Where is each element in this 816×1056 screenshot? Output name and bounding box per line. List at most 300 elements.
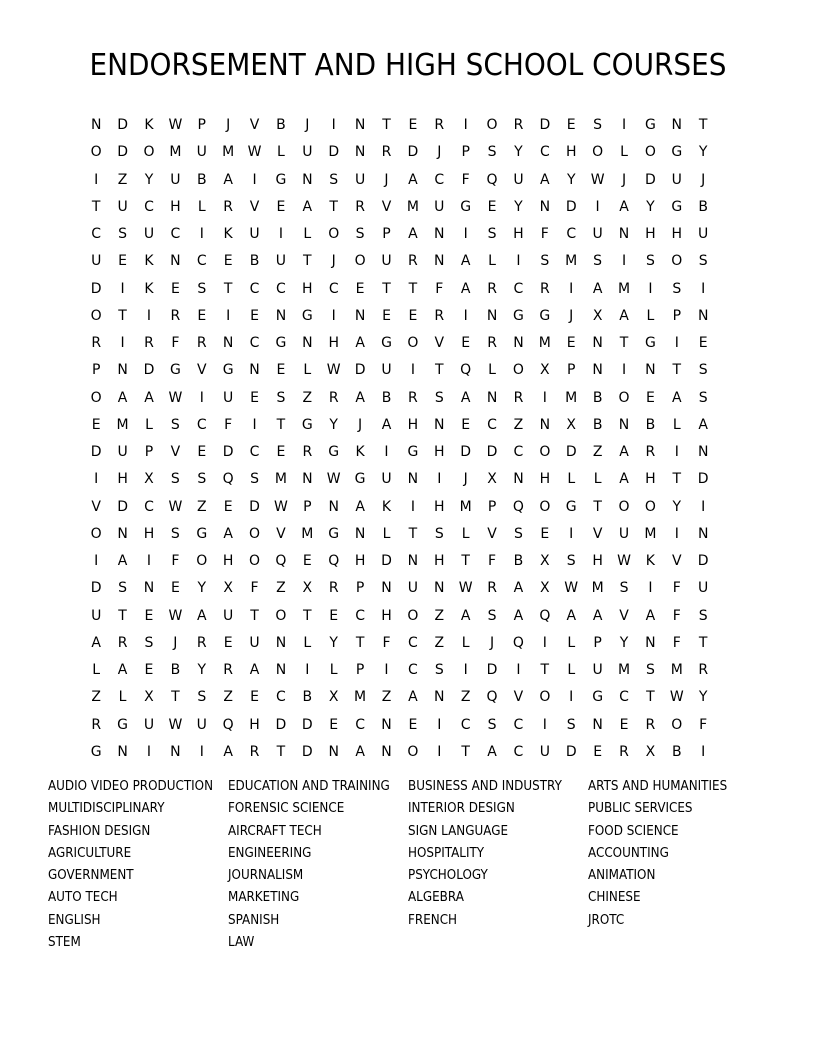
- grid-letter: M: [538, 335, 551, 352]
- grid-letter: D: [117, 498, 128, 515]
- grid-letter: R: [619, 743, 629, 760]
- grid-letter: V: [487, 525, 497, 542]
- grid-letter: W: [564, 580, 579, 597]
- word-item: AGRICULTURE: [48, 845, 132, 861]
- grid-letter: A: [117, 662, 128, 679]
- grid-letter: N: [618, 416, 630, 433]
- grid-letter: T: [672, 362, 682, 379]
- grid-letter: A: [619, 198, 629, 215]
- grid-letter: U: [117, 444, 128, 461]
- grid-letter: N: [434, 226, 445, 243]
- grid-letter: S: [698, 253, 708, 270]
- grid-letter: Y: [646, 198, 655, 215]
- grid-letter: M: [591, 580, 604, 597]
- grid-letter: E: [408, 307, 418, 324]
- grid-letter: V: [196, 362, 207, 379]
- grid-letter: N: [90, 117, 102, 134]
- grid-letter: T: [118, 307, 127, 324]
- grid-letter: L: [672, 416, 681, 433]
- grid-letter: N: [671, 117, 683, 134]
- grid-letter: U: [170, 171, 181, 188]
- grid-letter: J: [305, 117, 310, 134]
- grid-letter: T: [171, 689, 180, 706]
- grid-letter: I: [146, 553, 152, 570]
- grid-letter: R: [91, 716, 102, 733]
- grid-letter: T: [276, 743, 286, 760]
- grid-letter: H: [222, 553, 234, 570]
- grid-letter: N: [302, 335, 313, 352]
- grid-letter: R: [645, 444, 656, 461]
- grid-letter: H: [645, 226, 656, 243]
- grid-letter: A: [223, 171, 233, 188]
- grid-letter: I: [437, 743, 442, 760]
- grid-letter: G: [222, 362, 234, 379]
- grid-letter: P: [197, 117, 206, 134]
- grid-letter: L: [303, 634, 312, 651]
- grid-row: [83, 603, 743, 630]
- grid-letter: D: [354, 362, 366, 379]
- grid-letter: N: [645, 362, 656, 379]
- grid-letter: R: [355, 198, 365, 215]
- grid-letter: S: [276, 389, 286, 406]
- grid-letter: I: [146, 307, 152, 324]
- grid-letter: Q: [486, 689, 498, 706]
- grid-letter: E: [645, 389, 655, 406]
- grid-letter: W: [168, 498, 183, 515]
- word-item: BUSINESS AND INDUSTRY: [408, 779, 562, 794]
- grid-letter: W: [247, 144, 262, 161]
- grid-letter: R: [645, 716, 656, 733]
- grid-letter: L: [488, 253, 496, 270]
- grid-letter: G: [301, 416, 313, 433]
- grid-letter: N: [407, 553, 419, 570]
- grid-letter: R: [408, 389, 418, 406]
- grid-letter: L: [303, 226, 312, 243]
- grid-letter: A: [460, 253, 471, 270]
- grid-row: [83, 712, 743, 739]
- grid-letter: C: [276, 280, 286, 297]
- grid-letter: D: [90, 444, 102, 461]
- grid-letter: J: [489, 634, 495, 651]
- grid-letter: T: [461, 553, 470, 570]
- grid-letter: O: [618, 498, 630, 515]
- grid-letter: H: [143, 525, 155, 542]
- grid-letter: I: [252, 171, 257, 188]
- grid-letter: P: [91, 362, 101, 379]
- grid-letter: R: [328, 580, 339, 597]
- grid-letter: F: [540, 226, 549, 243]
- grid-letter: S: [329, 171, 339, 188]
- grid-letter: I: [569, 689, 574, 706]
- grid-letter: O: [249, 553, 261, 570]
- grid-letter: N: [117, 525, 128, 542]
- grid-letter: D: [328, 144, 340, 161]
- word-item: LAW: [228, 935, 255, 951]
- grid-letter: D: [222, 444, 234, 461]
- grid-letter: C: [566, 226, 577, 243]
- grid-letter: H: [302, 280, 313, 297]
- grid-letter: N: [249, 362, 260, 379]
- grid-letter: C: [513, 743, 524, 760]
- grid-letter: C: [513, 444, 524, 461]
- grid-letter: M: [565, 253, 578, 270]
- grid-letter: I: [437, 716, 442, 733]
- grid-letter: O: [90, 389, 102, 406]
- grid-letter: O: [618, 389, 630, 406]
- grid-letter: B: [592, 389, 603, 406]
- grid-letter: S: [645, 253, 655, 270]
- grid-letter: M: [222, 144, 235, 161]
- grid-row: [83, 276, 743, 303]
- grid-letter: Z: [302, 389, 313, 406]
- grid-letter: G: [275, 335, 287, 352]
- grid-letter: P: [567, 362, 576, 379]
- grid-letter: P: [355, 662, 365, 679]
- grid-letter: V: [249, 117, 260, 134]
- grid-letter: O: [539, 689, 551, 706]
- grid-letter: I: [199, 389, 204, 406]
- grid-letter: J: [358, 416, 363, 433]
- grid-letter: L: [118, 689, 127, 706]
- grid-letter: T: [408, 525, 418, 542]
- grid-letter: A: [540, 171, 550, 188]
- grid-letter: N: [354, 144, 366, 161]
- grid-letter: E: [223, 634, 233, 651]
- grid-letter: Y: [566, 171, 576, 188]
- grid-letter: O: [90, 144, 102, 161]
- grid-letter: E: [197, 444, 207, 461]
- grid-letter: N: [302, 171, 313, 188]
- grid-letter: R: [381, 144, 392, 161]
- grid-letter: V: [619, 607, 629, 624]
- grid-letter: N: [381, 743, 392, 760]
- grid-letter: D: [645, 171, 656, 188]
- grid-letter: R: [487, 280, 497, 297]
- grid-letter: F: [171, 553, 180, 570]
- grid-letter: I: [120, 280, 125, 297]
- grid-letter: Z: [434, 607, 445, 624]
- grid-letter: Z: [381, 689, 392, 706]
- grid-letter: T: [355, 634, 365, 651]
- grid-letter: A: [566, 607, 577, 624]
- grid-letter: D: [301, 743, 313, 760]
- grid-letter: N: [170, 743, 181, 760]
- grid-letter: V: [513, 689, 524, 706]
- grid-letter: S: [698, 362, 708, 379]
- grid-letter: B: [645, 416, 656, 433]
- grid-letter: Q: [512, 634, 524, 651]
- grid-letter: N: [434, 689, 445, 706]
- grid-letter: L: [461, 525, 470, 542]
- grid-letter: M: [354, 689, 367, 706]
- grid-letter: A: [355, 498, 365, 515]
- grid-letter: D: [565, 198, 577, 215]
- grid-letter: A: [381, 416, 392, 433]
- word-column: [48, 776, 228, 954]
- grid-letter: Q: [222, 716, 234, 733]
- grid-letter: D: [117, 117, 128, 134]
- grid-letter: R: [144, 335, 154, 352]
- grid-letter: E: [461, 416, 471, 433]
- grid-letter: S: [619, 580, 629, 597]
- grid-letter: E: [223, 498, 233, 515]
- grid-letter: A: [117, 389, 128, 406]
- grid-letter: I: [94, 171, 99, 188]
- grid-letter: N: [434, 253, 445, 270]
- grid-letter: Y: [514, 198, 523, 215]
- grid-letter: H: [671, 226, 683, 243]
- word-item: STEM: [48, 935, 81, 951]
- grid-letter: I: [516, 253, 521, 270]
- grid-letter: O: [512, 362, 524, 379]
- grid-letter: I: [252, 416, 257, 433]
- grid-letter: I: [463, 307, 468, 324]
- grid-letter: N: [117, 362, 128, 379]
- grid-letter: R: [170, 307, 181, 324]
- grid-letter: T: [593, 498, 602, 515]
- grid-letter: T: [408, 280, 418, 297]
- grid-letter: Z: [276, 580, 286, 597]
- grid-row: [83, 248, 743, 275]
- grid-letter: C: [513, 280, 524, 297]
- grid-letter: A: [619, 307, 629, 324]
- word-item: FRENCH: [408, 912, 458, 928]
- grid-letter: O: [592, 144, 604, 161]
- grid-letter: S: [698, 389, 708, 406]
- grid-letter: S: [197, 471, 207, 488]
- grid-letter: N: [328, 743, 339, 760]
- grid-letter: I: [384, 662, 389, 679]
- grid-letter: S: [118, 580, 128, 597]
- word-item: FOOD SCIENCE: [588, 823, 679, 839]
- grid-letter: Q: [512, 498, 524, 515]
- grid-row: [83, 684, 743, 711]
- grid-letter: D: [381, 553, 392, 570]
- grid-letter: D: [117, 144, 128, 161]
- word-item: ARTS AND HUMANITIES: [588, 779, 728, 794]
- grid-letter: F: [672, 634, 681, 651]
- grid-letter: A: [196, 607, 207, 624]
- grid-letter: S: [197, 689, 207, 706]
- grid-letter: F: [382, 634, 391, 651]
- grid-letter: P: [461, 144, 470, 161]
- word-item: AUDIO VIDEO PRODUCTION: [48, 779, 214, 794]
- grid-letter: I: [120, 335, 125, 352]
- grid-letter: G: [644, 335, 656, 352]
- grid-letter: A: [592, 280, 603, 297]
- grid-letter: E: [382, 307, 391, 324]
- grid-letter: D: [539, 117, 551, 134]
- grid-letter: C: [407, 662, 418, 679]
- grid-letter: A: [513, 607, 524, 624]
- grid-letter: C: [91, 226, 102, 243]
- grid-letter: N: [328, 498, 339, 515]
- grid-letter: T: [118, 607, 127, 624]
- grid-letter: J: [621, 171, 627, 188]
- grid-letter: I: [516, 662, 521, 679]
- grid-letter: Z: [592, 444, 603, 461]
- grid-letter: L: [197, 198, 206, 215]
- word-item: ACCOUNTING: [588, 845, 669, 861]
- grid-letter: I: [463, 662, 468, 679]
- grid-letter: I: [410, 498, 415, 515]
- grid-letter: X: [328, 689, 339, 706]
- grid-letter: A: [408, 689, 418, 706]
- grid-letter: W: [168, 716, 183, 733]
- grid-letter: E: [91, 416, 101, 433]
- grid-letter: L: [567, 634, 576, 651]
- grid-letter: W: [590, 171, 605, 188]
- grid-letter: Q: [328, 553, 340, 570]
- grid-letter: N: [275, 634, 287, 651]
- word-column: [228, 776, 408, 954]
- grid-letter: Q: [275, 553, 287, 570]
- grid-letter: H: [117, 471, 128, 488]
- grid-letter: T: [250, 607, 259, 624]
- grid-letter: I: [437, 471, 442, 488]
- grid-letter: N: [697, 525, 709, 542]
- grid-letter: N: [486, 389, 498, 406]
- grid-letter: L: [646, 307, 655, 324]
- grid-letter: R: [434, 117, 445, 134]
- grid-letter: E: [566, 117, 576, 134]
- grid-letter: N: [697, 444, 709, 461]
- grid-letter: P: [144, 444, 154, 461]
- grid-letter: S: [170, 471, 180, 488]
- grid-letter: E: [118, 253, 128, 270]
- grid-row: [83, 139, 743, 166]
- grid-letter: D: [275, 716, 287, 733]
- grid-letter: R: [196, 634, 207, 651]
- grid-letter: T: [540, 662, 550, 679]
- grid-letter: A: [355, 743, 365, 760]
- grid-letter: G: [354, 471, 366, 488]
- word-item: PSYCHOLOGY: [408, 868, 488, 884]
- grid-letter: R: [223, 662, 234, 679]
- grid-letter: B: [698, 198, 708, 215]
- grid-letter: U: [671, 171, 682, 188]
- grid-letter: Y: [619, 634, 629, 651]
- grid-letter: A: [592, 607, 603, 624]
- grid-letter: Z: [196, 498, 207, 515]
- grid-letter: E: [223, 253, 233, 270]
- grid-letter: Q: [486, 171, 498, 188]
- grid-letter: O: [407, 335, 419, 352]
- grid-letter: E: [698, 335, 708, 352]
- grid-letter: I: [410, 362, 415, 379]
- word-column: [588, 776, 768, 954]
- grid-letter: D: [486, 444, 498, 461]
- grid-letter: T: [382, 117, 391, 134]
- grid-letter: R: [539, 280, 550, 297]
- grid-letter: A: [302, 198, 313, 215]
- grid-letter: K: [223, 226, 233, 243]
- grid-letter: F: [672, 580, 681, 597]
- grid-letter: Y: [144, 171, 154, 188]
- grid-letter: U: [223, 607, 234, 624]
- grid-letter: I: [621, 253, 627, 270]
- grid-letter: R: [487, 580, 497, 597]
- grid-letter: E: [170, 280, 180, 297]
- grid-row: [83, 439, 743, 466]
- grid-letter: A: [355, 335, 365, 352]
- grid-letter: Y: [329, 416, 338, 433]
- grid-letter: V: [249, 198, 260, 215]
- grid-letter: C: [355, 607, 365, 624]
- grid-letter: D: [143, 362, 155, 379]
- grid-letter: N: [539, 416, 551, 433]
- grid-letter: L: [567, 471, 576, 488]
- grid-letter: F: [461, 171, 470, 188]
- page-title: ENDORSEMENT AND HIGH SCHOOL COURSES: [89, 48, 727, 83]
- grid-letter: J: [437, 144, 442, 161]
- grid-row: [83, 412, 743, 439]
- grid-letter: S: [487, 144, 497, 161]
- word-item: PUBLIC SERVICES: [588, 801, 693, 817]
- grid-letter: A: [355, 389, 365, 406]
- grid-letter: E: [461, 335, 471, 352]
- grid-letter: C: [144, 198, 154, 215]
- grid-letter: L: [329, 662, 338, 679]
- grid-letter: N: [302, 471, 313, 488]
- grid-letter: H: [434, 444, 445, 461]
- word-item: ENGLISH: [48, 912, 101, 928]
- grid-letter: F: [171, 335, 180, 352]
- word-item: ANIMATION: [588, 868, 656, 884]
- grid-letter: H: [354, 553, 366, 570]
- grid-letter: I: [542, 634, 547, 651]
- grid-letter: X: [645, 743, 656, 760]
- word-item: CHINESE: [588, 890, 641, 906]
- grid-letter: H: [170, 198, 181, 215]
- grid-letter: I: [331, 117, 336, 134]
- grid-letter: D: [90, 280, 102, 297]
- grid-letter: F: [672, 607, 681, 624]
- grid-letter: S: [434, 525, 444, 542]
- grid-letter: U: [223, 389, 234, 406]
- grid-letter: A: [645, 607, 656, 624]
- grid-letter: C: [619, 689, 629, 706]
- grid-letter: C: [170, 226, 181, 243]
- word-item: FORENSIC SCIENCE: [228, 801, 345, 817]
- grid-row: [83, 330, 743, 357]
- grid-letter: H: [381, 607, 392, 624]
- grid-letter: M: [670, 662, 683, 679]
- grid-letter: T: [461, 743, 470, 760]
- grid-letter: R: [249, 743, 260, 760]
- grid-letter: O: [407, 743, 419, 760]
- grid-letter: E: [408, 716, 418, 733]
- grid-letter: Y: [197, 580, 207, 597]
- grid-letter: T: [382, 280, 391, 297]
- grid-letter: E: [355, 280, 365, 297]
- grid-letter: S: [487, 716, 497, 733]
- grid-letter: S: [434, 662, 444, 679]
- grid-letter: U: [618, 525, 630, 542]
- grid-letter: A: [223, 525, 233, 542]
- grid-letter: U: [698, 226, 709, 243]
- grid-letter: X: [540, 553, 550, 570]
- grid-letter: I: [648, 580, 653, 597]
- grid-letter: O: [644, 498, 656, 515]
- grid-letter: U: [143, 716, 155, 733]
- grid-letter: O: [249, 525, 261, 542]
- grid-letter: H: [592, 553, 603, 570]
- grid-letter: E: [329, 716, 339, 733]
- grid-letter: O: [539, 498, 551, 515]
- grid-letter: I: [674, 444, 679, 461]
- grid-row: [83, 385, 743, 412]
